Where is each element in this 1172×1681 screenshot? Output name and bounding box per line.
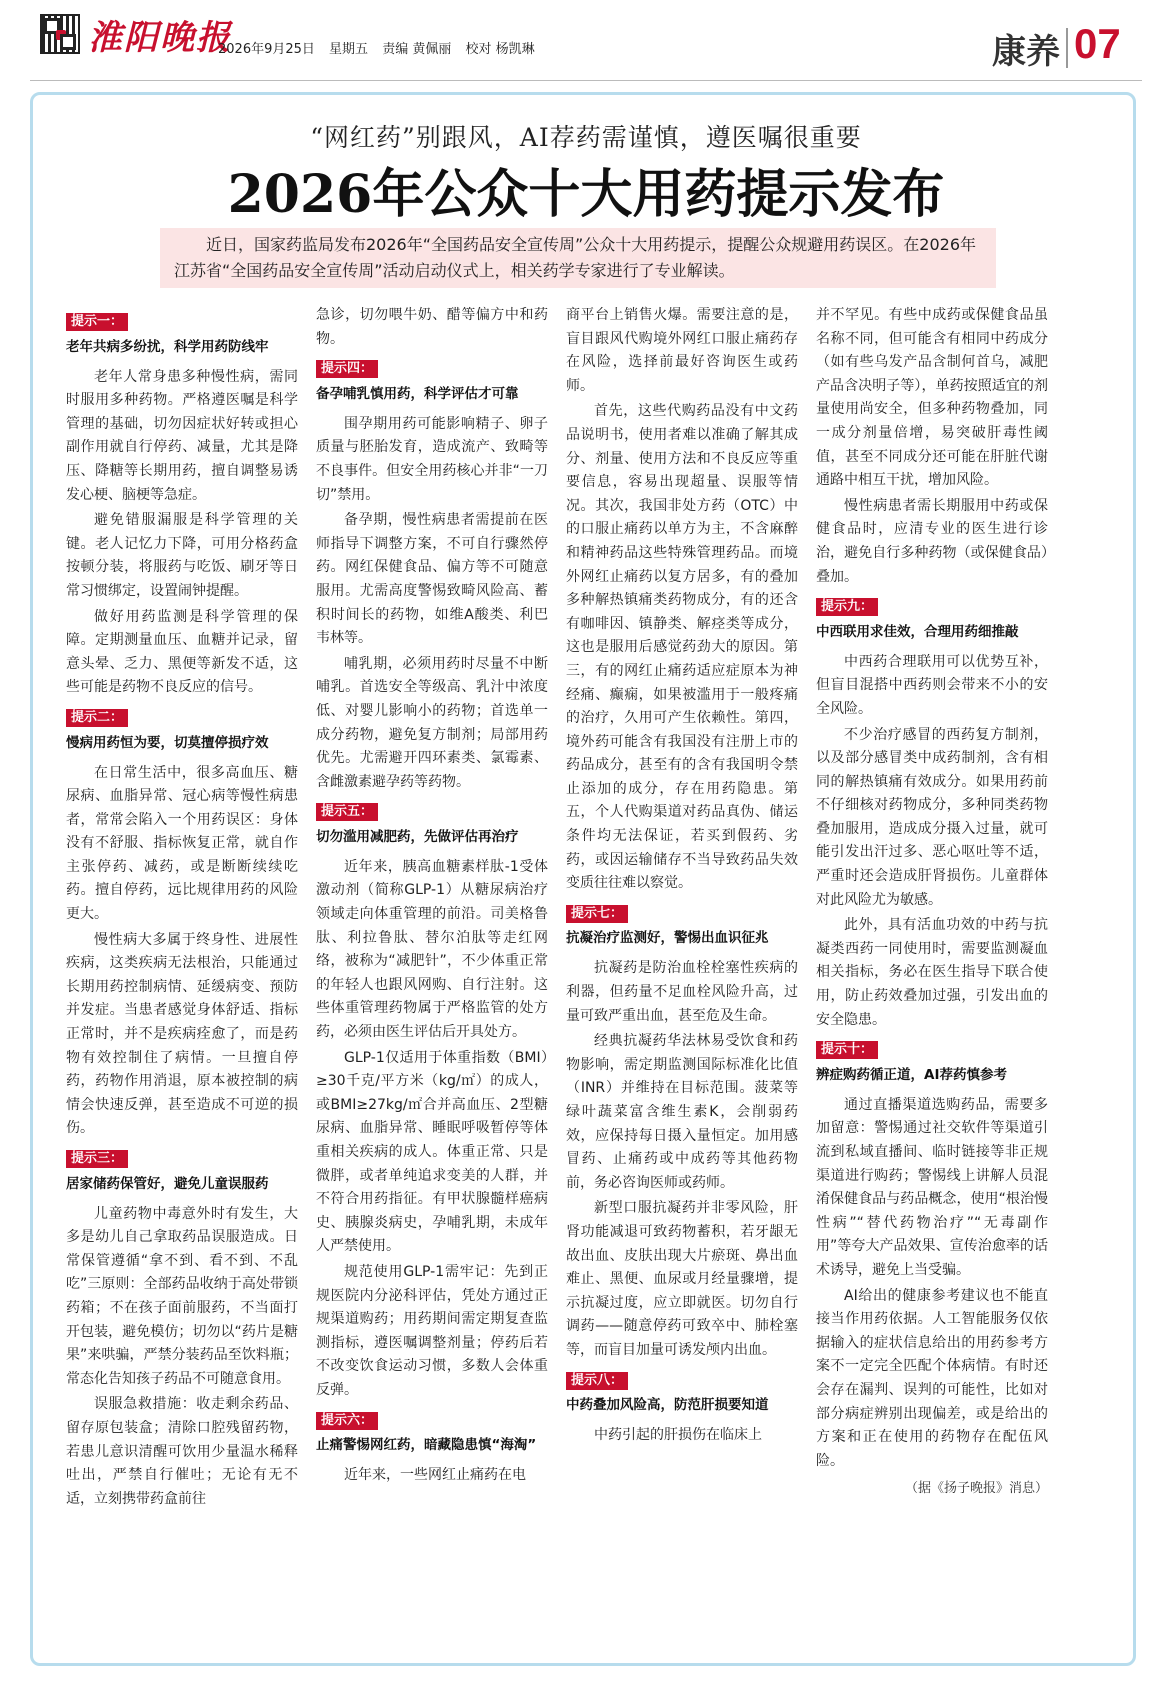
paragraph: 抗凝药是防治血栓栓塞性疾病的利器，但药量不足血栓风险升高，过量可致严重出血，甚至危及生命。 <box>566 960 798 1024</box>
paragraph: 不少治疗感冒的西药复方制剂，以及部分感冒类中成药制剂，含有相同的解热镇痛有效成分。如果用药前不仔细核对药物成分，多种同类药物叠加服用，造成成分摄入过量，就可能引发出汗过多、恶心呕吐等不适，严重时还会造成肝肾损伤。儿童群体对此风险尤为敏感。 <box>816 726 1048 908</box>
tip-label: 提示五： <box>316 803 378 821</box>
qr-code-icon <box>40 14 80 54</box>
tip-title: 居家储药保管好，避免儿童误服药 <box>66 1175 269 1192</box>
tip-heading <box>316 800 548 848</box>
paragraph: 急诊，切勿喂牛奶、醋等偏方中和药物。 <box>316 307 548 347</box>
article-subtitle: “网红药”别跟风，AI荐药需谨慎，遵医嘱很重要 <box>310 123 862 152</box>
article-column-3 <box>566 304 798 1642</box>
source-credit: （据《扬子晚报》消息） <box>904 1481 1048 1497</box>
page-number: 07 <box>1074 20 1121 67</box>
article-column-1 <box>66 304 298 1642</box>
paragraph: 老年人常身患多种慢性病，需同时服用多种药物。严格遵医嘱是科学管理的基础，切勿因症状好转或担心副作用就自行停药、减量，尤其是降压、降糖等长期用药，擅自调整易诱发心梗、脑梗等急症。 <box>66 368 298 503</box>
issue-info <box>218 38 545 57</box>
tip-title: 中药叠加风险高，防范肝损要知道 <box>566 1397 769 1414</box>
page-header <box>0 0 1172 86</box>
proofreader-credit: 校对 杨凯琳 <box>465 42 535 57</box>
tip-label: 提示二： <box>66 709 128 727</box>
paragraph: 备孕期，慢性病患者需提前在医师指导下调整方案，不可自行骤然停药。网红保健食品、偏方等不可随意服用。尤需高度警惕致畸风险高、蓄积时间长的药物，如维A酸类、利巴韦林等。 <box>316 512 548 647</box>
tip-title: 抗凝治疗监测好，警惕出血识征兆 <box>566 930 769 947</box>
tip-heading <box>316 1409 548 1457</box>
tip-title: 辨症购药循正道，AI荐药慎参考 <box>816 1066 1007 1083</box>
newspaper-masthead: 淮阳晚报 <box>88 18 232 58</box>
tip-title: 止痛警惕网红药，暗藏隐患慎“海淘” <box>316 1437 537 1454</box>
paragraph: 新型口服抗凝药并非零风险，肝肾功能减退可致药物蓄积，若牙龈无故出血、皮肤出现大片瘀斑、鼻出血难止、黑便、血尿或月经量骤增，提示抗凝过度，应立即就医。切勿自行调药——随意停药可致卒中、肺栓塞等，而盲目加量可诱发颅内出血。 <box>566 1200 798 1358</box>
paragraph: 慢性病患者需长期服用中药或保健食品时，应清专业的医生进行诊治，避免自行多种药物（或保健食品）叠加。 <box>816 497 1048 585</box>
tip-title: 备孕哺乳慎用药，科学评估才可靠 <box>316 385 519 402</box>
editor-credit: 责编 黄佩丽 <box>382 42 452 57</box>
issue-date: 2026年9月25日 <box>218 42 315 57</box>
paragraph: GLP-1仅适用于体重指数（BMI）≥30千克/平方米（kg/㎡）的成人，或BMI≥27kg/㎡合并高血压、2型糖尿病、血脂异常、睡眠呼吸暂停等体重相关疾病的成人。体重正常、只是微胖，或者单纯追求变美的人群，并不符合用药指征。有甲状腺髓样癌病史、胰腺炎病史，孕哺乳期，未成年人严禁使用。 <box>316 1049 548 1255</box>
tip-label: 提示七： <box>566 905 628 923</box>
tip-label: 提示十： <box>816 1041 878 1059</box>
paragraph: 哺乳期，必须用药时尽量不中断哺乳。首选安全等级高、乳汁中浓度低、对婴儿影响小的药物；首选单一成分药物，避免复方制剂；局部用药优先。尤需避开四环素类、氯霉素、含雌激素避孕药等药物。 <box>316 655 548 790</box>
paragraph: 做好用药监测是科学管理的保障。定期测量血压、血糖并记录，留意头晕、乏力、黑便等新发不适，这些可能是药物不良反应的信号。 <box>66 608 298 696</box>
tip-heading <box>66 310 298 358</box>
tip-label: 提示六： <box>316 1412 378 1430</box>
header-rule <box>30 80 1142 81</box>
paragraph: 规范使用GLP-1需牢记：先到正规医院内分泌科评估，凭处方通过正规渠道购药；用药期间需定期复查监测指标，遵医嘱调整剂量；停药后若不改变饮食运动习惯，多数人会体重反弹。 <box>316 1263 548 1398</box>
tip-label: 提示四： <box>316 360 378 378</box>
tip-label: 提示八： <box>566 1372 628 1390</box>
tip-label: 提示九： <box>816 598 878 616</box>
article-lead: 近日，国家药监局发布2026年“全国药品安全宣传周”公众十大用药提示，提醒公众规避用药误区。在2026年江苏省“全国药品安全宣传周”活动启动仪式上，相关药学专家进行了专业解读。 <box>160 228 996 288</box>
article-column-4 <box>816 304 1048 1642</box>
paragraph: 围孕期用药可能影响精子、卵子质量与胚胎发育，造成流产、致畸等不良事件。但安全用药核心并非“一刀切”禁用。 <box>316 415 548 503</box>
section-name: 康养 <box>992 32 1060 72</box>
paragraph: 通过直播渠道选购药品，需要多加留意：警惕通过社交软件等渠道引流到私域直播间、临时链接等非正规渠道进行购药；警惕线上讲解人员混淆保健食品与药品概念，使用“根治慢性病”“替代药物治疗”“无毒副作用”等夸大产品效果、宣传治愈率的话术诱导，避免上当受骗。 <box>816 1096 1048 1278</box>
article-title: 2026年公众十大用药提示发布 <box>227 164 945 225</box>
paragraph: AI给出的健康参考建议也不能直接当作用药依据。人工智能服务仅依据输入的症状信息给出的用药参考方案不一定完全匹配个体病情。有时还会存在漏判、误判的可能性，比如对部分病症辨别出现偏差，或是给出的方案和正在使用的药物存在配伍风险。 <box>816 1287 1048 1469</box>
header-divider <box>1066 28 1068 68</box>
issue-weekday: 星期五 <box>329 42 369 57</box>
paragraph: 儿童药物中毒意外时有发生，大多是幼儿自己拿取药品误服造成。日常保管遵循“拿不到、看不到、不乱吃”三原则：全部药品收纳于高处带锁药箱；不在孩子面前服药，不当面打开包装，避免模仿；切勿以“药片是糖果”来哄骗，严禁分装药品至饮料瓶；常态化告知孩子药品不可随意食用。 <box>66 1205 298 1387</box>
tip-heading <box>66 1147 298 1195</box>
tip-heading <box>816 1038 1048 1086</box>
paragraph: 首先，这些代购药品没有中文药品说明书，使用者难以准确了解其成分、剂量、使用方法和不良反应等重要信息，容易出现超量、误服等情况。其次，我国非处方药（OTC）中的口服止痛药以单方为主，不含麻醉和精神药品这些特殊管理药品。而境外网红止痛药以复方居多，有的叠加多种解热镇痛类药物成分，有的还含有咖啡因、镇静类、解痉类等成分，这也是服用后感觉药劲大的原因。第三，有的网红止痛药适应症原本为神经痛、癫痫，如果被滥用于一般疼痛的治疗，久用可产生依赖性。第四，境外药可能含有我国没有注册上市的药品成分，甚至有的含有我国明令禁止添加的成分，存在用药隐患。第五，个人代购渠道对药品真伪、储运条件均无法保证，若买到假药、劣药，或因运输储存不当导致药品失效变质往往难以察觉。 <box>566 403 798 892</box>
tip-heading <box>566 1369 798 1417</box>
paragraph: 近年来，一些网红止痛药在电 <box>344 1467 526 1484</box>
paragraph: 慢性病大多属于终身性、进展性疾病，这类疾病无法根治，只能通过长期用药控制病情、延缓病变、预防并发症。当患者感觉身体舒适、指标正常时，并不是疾病痊愈了，而是药物有效控制住了病情。一旦擅自停药，药物作用消退，原本被控制的病情会快速反弹，甚至造成不可逆的损伤。 <box>66 931 298 1137</box>
tip-heading <box>316 357 548 405</box>
paragraph: 中药引起的肝损伤在临床上 <box>594 1427 762 1444</box>
paragraph: 避免错服漏服是科学管理的关键。老人记忆力下降，可用分格药盒按顿分装，将服药与吃饭、刷牙等日常习惯绑定，设置闹钟提醒。 <box>66 512 298 599</box>
tip-label: 提示三： <box>66 1150 128 1168</box>
paragraph: 近年来，胰高血糖素样肽-1受体激动剂（简称GLP-1）从糖尿病治疗领域走向体重管理的前沿。司美格鲁肽、利拉鲁肽、替尔泊肽等走红网络，被称为“减肥针”，不少体重正常的年轻人也跟风网购、自行注射。这些体重管理药物属于严格监管的处方药，必须由医生评估后开具处方。 <box>316 858 548 1041</box>
tip-title: 老年共病多纷扰，科学用药防线牢 <box>66 338 269 355</box>
paragraph: 商平台上销售火爆。需要注意的是，盲目跟风代购境外网红口服止痛药存在风险，选择前最好咨询医生或药师。 <box>566 307 798 394</box>
tip-title: 切勿滥用减肥药，先做评估再治疗 <box>316 828 519 845</box>
tip-heading <box>566 902 798 950</box>
tip-title: 慢病用药恒为要，切莫擅停损疗效 <box>66 734 269 751</box>
paragraph: 此外，具有活血功效的中药与抗凝类西药一同使用时，需要监测凝血相关指标，务必在医生指导下联合使用，防止药效叠加过强，引发出血的安全隐患。 <box>816 917 1048 1028</box>
tip-heading <box>66 706 298 754</box>
tip-label: 提示一： <box>66 313 128 331</box>
paragraph: 误服急救措施：收走剩余药品、留存原包装盒；清除口腔残留药物，若患儿意识清醒可饮用少量温水稀释吐出，严禁自行催吐；无论有无不适，立刻携带药盒前往 <box>66 1396 298 1507</box>
paragraph: 在日常生活中，很多高血压、糖尿病、血脂异常、冠心病等慢性病患者，常常会陷入一个用药误区：身体没有不舒服、指标恢复正常，就自作主张停药、减药，或是断断续续吃药。擅自停药，远比规律用药的风险更大。 <box>66 764 298 923</box>
tip-heading <box>816 595 1048 643</box>
paragraph: 并不罕见。有些中成药或保健食品虽名称不同，但可能含有相同中药成分（如有些乌发产品含制何首乌，减肥产品含决明子等），单药按照适宜的剂量使用尚安全，但多种药物叠加，同一成分剂量倍增，易突破肝毒性阈值，甚至不同成分还可能在肝脏代谢通路中相互干扰，增加风险。 <box>816 307 1048 489</box>
article-column-2 <box>316 304 548 1642</box>
paragraph: 中西药合理联用可以优势互补，但盲目混搭中西药则会带来不小的安全风险。 <box>816 653 1048 717</box>
tip-title: 中西联用求佳效，合理用药细推敲 <box>816 623 1019 640</box>
paragraph: 经典抗凝药华法林易受饮食和药物影响，需定期监测国际标准化比值（INR）并维持在目标范围。菠菜等绿叶蔬菜富含维生素K，会削弱药效，应保持每日摄入量恒定。加用感冒药、止痛药或中成药等其他药物前，务必咨询医师或药师。 <box>566 1033 798 1191</box>
